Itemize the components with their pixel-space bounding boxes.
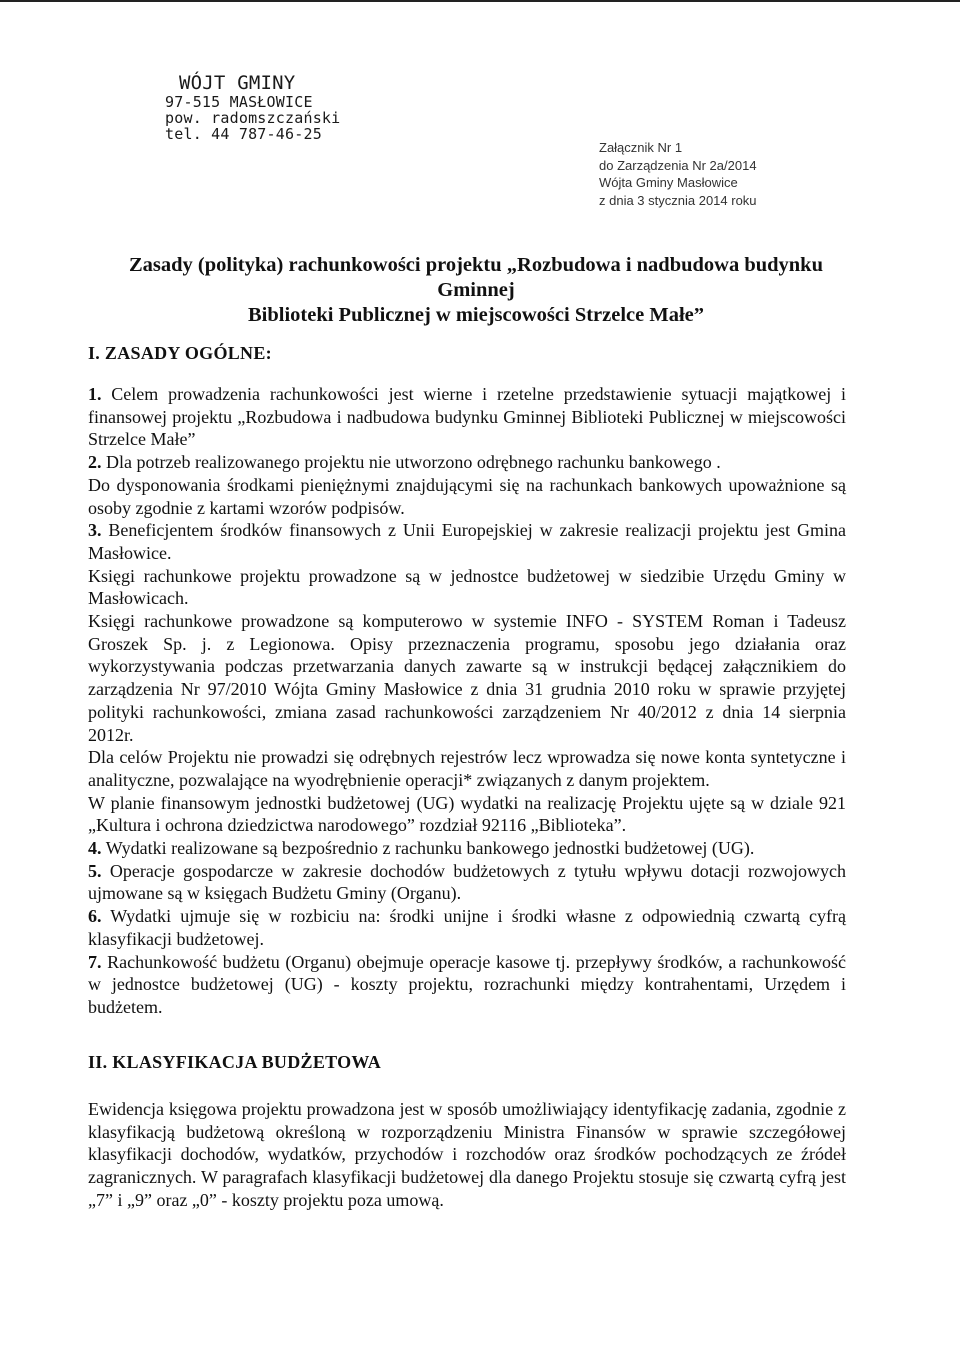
paragraph: Ewidencja księgowa projektu prowadzona jest w sposób umożliwiający identyfikację zadania, zgodnie z klasyfikacją budżetową określoną w rozporządzeniu Ministra Finansów w sprawie szczegółowej klasyfikacji dochodów, wydatków, przychodów i rozchodów oraz środków pochodzących ze źródeł zagranicznych. W paragrafach klasyfikacji budżetowej dla danego Projektu stosuje się czwartą cyfrą jest „7” i „9” oraz „0” - koszty projektu poza umową. bbox=[88, 1099, 846, 1210]
page-top-border bbox=[0, 0, 960, 2]
annex-line: do Zarządzenia Nr 2a/2014 bbox=[599, 157, 757, 173]
paragraph bbox=[88, 837, 846, 860]
paragraph-text: Celem prowadzenia rachunkowości jest wierne i rzetelne przedstawienie sytuacji majątkowej i finansowej projektu „Rozbudowa i nadbudowa budynku Gminnej Biblioteki Publicznej w miejscowości Strzelce Małe” bbox=[88, 384, 846, 450]
paragraph-text: Wydatki realizowane są bezpośrednio z rachunku bankowego jednostki budżetowej (UG). bbox=[105, 838, 755, 859]
paragraph-number: 5. bbox=[88, 860, 102, 881]
paragraph-text: Dla potrzeb realizowanego projektu nie utworzono odrębnego rachunku bankowego . bbox=[106, 452, 721, 473]
paragraph-number: 3. bbox=[88, 520, 102, 541]
paragraph: W planie finansowym jednostki budżetowej (UG) wydatki na realizację Projektu ujęte są w dziale 921 „Kultura i ochrona dziedzictwa narodowego” rozdział 92116 „Biblioteka”. bbox=[88, 792, 846, 836]
paragraph bbox=[88, 905, 846, 950]
title-line: Zasady (polityka) rachunkowości projektu „Rozbudowa i nadbudowa budynku Gminnej bbox=[129, 254, 823, 301]
paragraph-number: 7. bbox=[88, 951, 102, 972]
paragraph-number: 1. bbox=[88, 384, 102, 404]
paragraph bbox=[88, 451, 846, 474]
section-heading-budget-classification: II. KLASYFIKACJA BUDŻETOWA bbox=[88, 1052, 382, 1072]
annex-line: z dnia 3 stycznia 2014 roku bbox=[599, 192, 757, 208]
paragraph-number: 4. bbox=[88, 838, 102, 859]
stamp-phone: tel. 44 787-46-25 bbox=[165, 125, 322, 143]
document-title bbox=[96, 253, 856, 328]
annex-line: Załącznik Nr 1 bbox=[599, 140, 683, 155]
annex-line: Wójta Gminy Masłowice bbox=[599, 175, 738, 190]
paragraph-number: 2. bbox=[88, 452, 102, 473]
paragraph bbox=[88, 519, 846, 564]
paragraph: Księgi rachunkowe prowadzone są komputerowo w systemie INFO - SYSTEM Roman i Tadeusz Groszek Sp. j. z Legionowa. Opisy przeznaczenia programu, sposobu jego działania oraz wykorzystywania podczas przetwarzania danych zawarte są w instrukcji będącej załącznikiem do zarządzenia Nr 97/2010 Wójta Gminy Masłowice z dnia 31 grudnia 2010 roku w sprawie przyjętej polityki rachunkowości, zmiana zasad rachunkowości zarządzeniem Nr 40/2012 z dnia 14 sierpnia 2012r. bbox=[88, 611, 846, 745]
paragraph: Księgi rachunkowe projektu prowadzone są w jednostce budżetowej w siedzibie Urzędu Gminy w Masłowicach. bbox=[88, 565, 846, 609]
paragraph-text: Wydatki ujmuje się w rozbiciu na: środki unijne i środki własne z odpowiednią czwartą cyfrą klasyfikacji budżetowej. bbox=[88, 906, 846, 949]
title-line: Biblioteki Publicznej w miejscowości Strzelce Małe” bbox=[247, 304, 704, 326]
paragraph bbox=[88, 383, 846, 451]
paragraph bbox=[88, 951, 846, 1019]
stamp-title: WÓJT GMINY bbox=[179, 72, 296, 94]
section-heading-general-rules: I. ZASADY OGÓLNE: bbox=[88, 343, 272, 363]
stamp-county: pow. radomszczański bbox=[165, 109, 341, 127]
paragraph: Do dysponowania środkami pieniężnymi znajdującymi się na rachunkach bankowych upoważnione są osoby zgodnie z kartami wzorów podpisów. bbox=[88, 474, 846, 518]
paragraph bbox=[88, 860, 846, 905]
stamp-address: 97-515 MASŁOWICE bbox=[165, 93, 313, 111]
paragraph-text: Operacje gospodarcze w zakresie dochodów budżetowych z tytułu wpływu dotacji rozwojowych ujmowane są w księgach Budżetu Gminy (Organu). bbox=[88, 860, 847, 904]
paragraph-number: 6. bbox=[88, 906, 102, 927]
section-general-rules-body bbox=[88, 383, 846, 1019]
section-budget-classification-body bbox=[88, 1098, 846, 1212]
office-stamp bbox=[155, 72, 340, 142]
paragraph-text: Beneficjentem środków finansowych z Unii Europejskiej w zakresie realizacji projektu jest Gmina Masłowice. bbox=[88, 520, 847, 563]
annex-reference bbox=[599, 139, 757, 209]
paragraph-text: Rachunkowość budżetu (Organu) obejmuje operacje kasowe tj. przepływy środków, a rachunkowość w jednostce budżetowej (UG) - koszty projektu, rozrachunki między kontrahentami, Urzędem i budżetem. bbox=[88, 951, 846, 1017]
paragraph: Dla celów Projektu nie prowadzi się odrębnych rejestrów lecz wprowadza się nowe konta syntetyczne i analityczne, pozwalające na wyodrębnienie operacji* związanych z danym projektem. bbox=[88, 747, 846, 790]
